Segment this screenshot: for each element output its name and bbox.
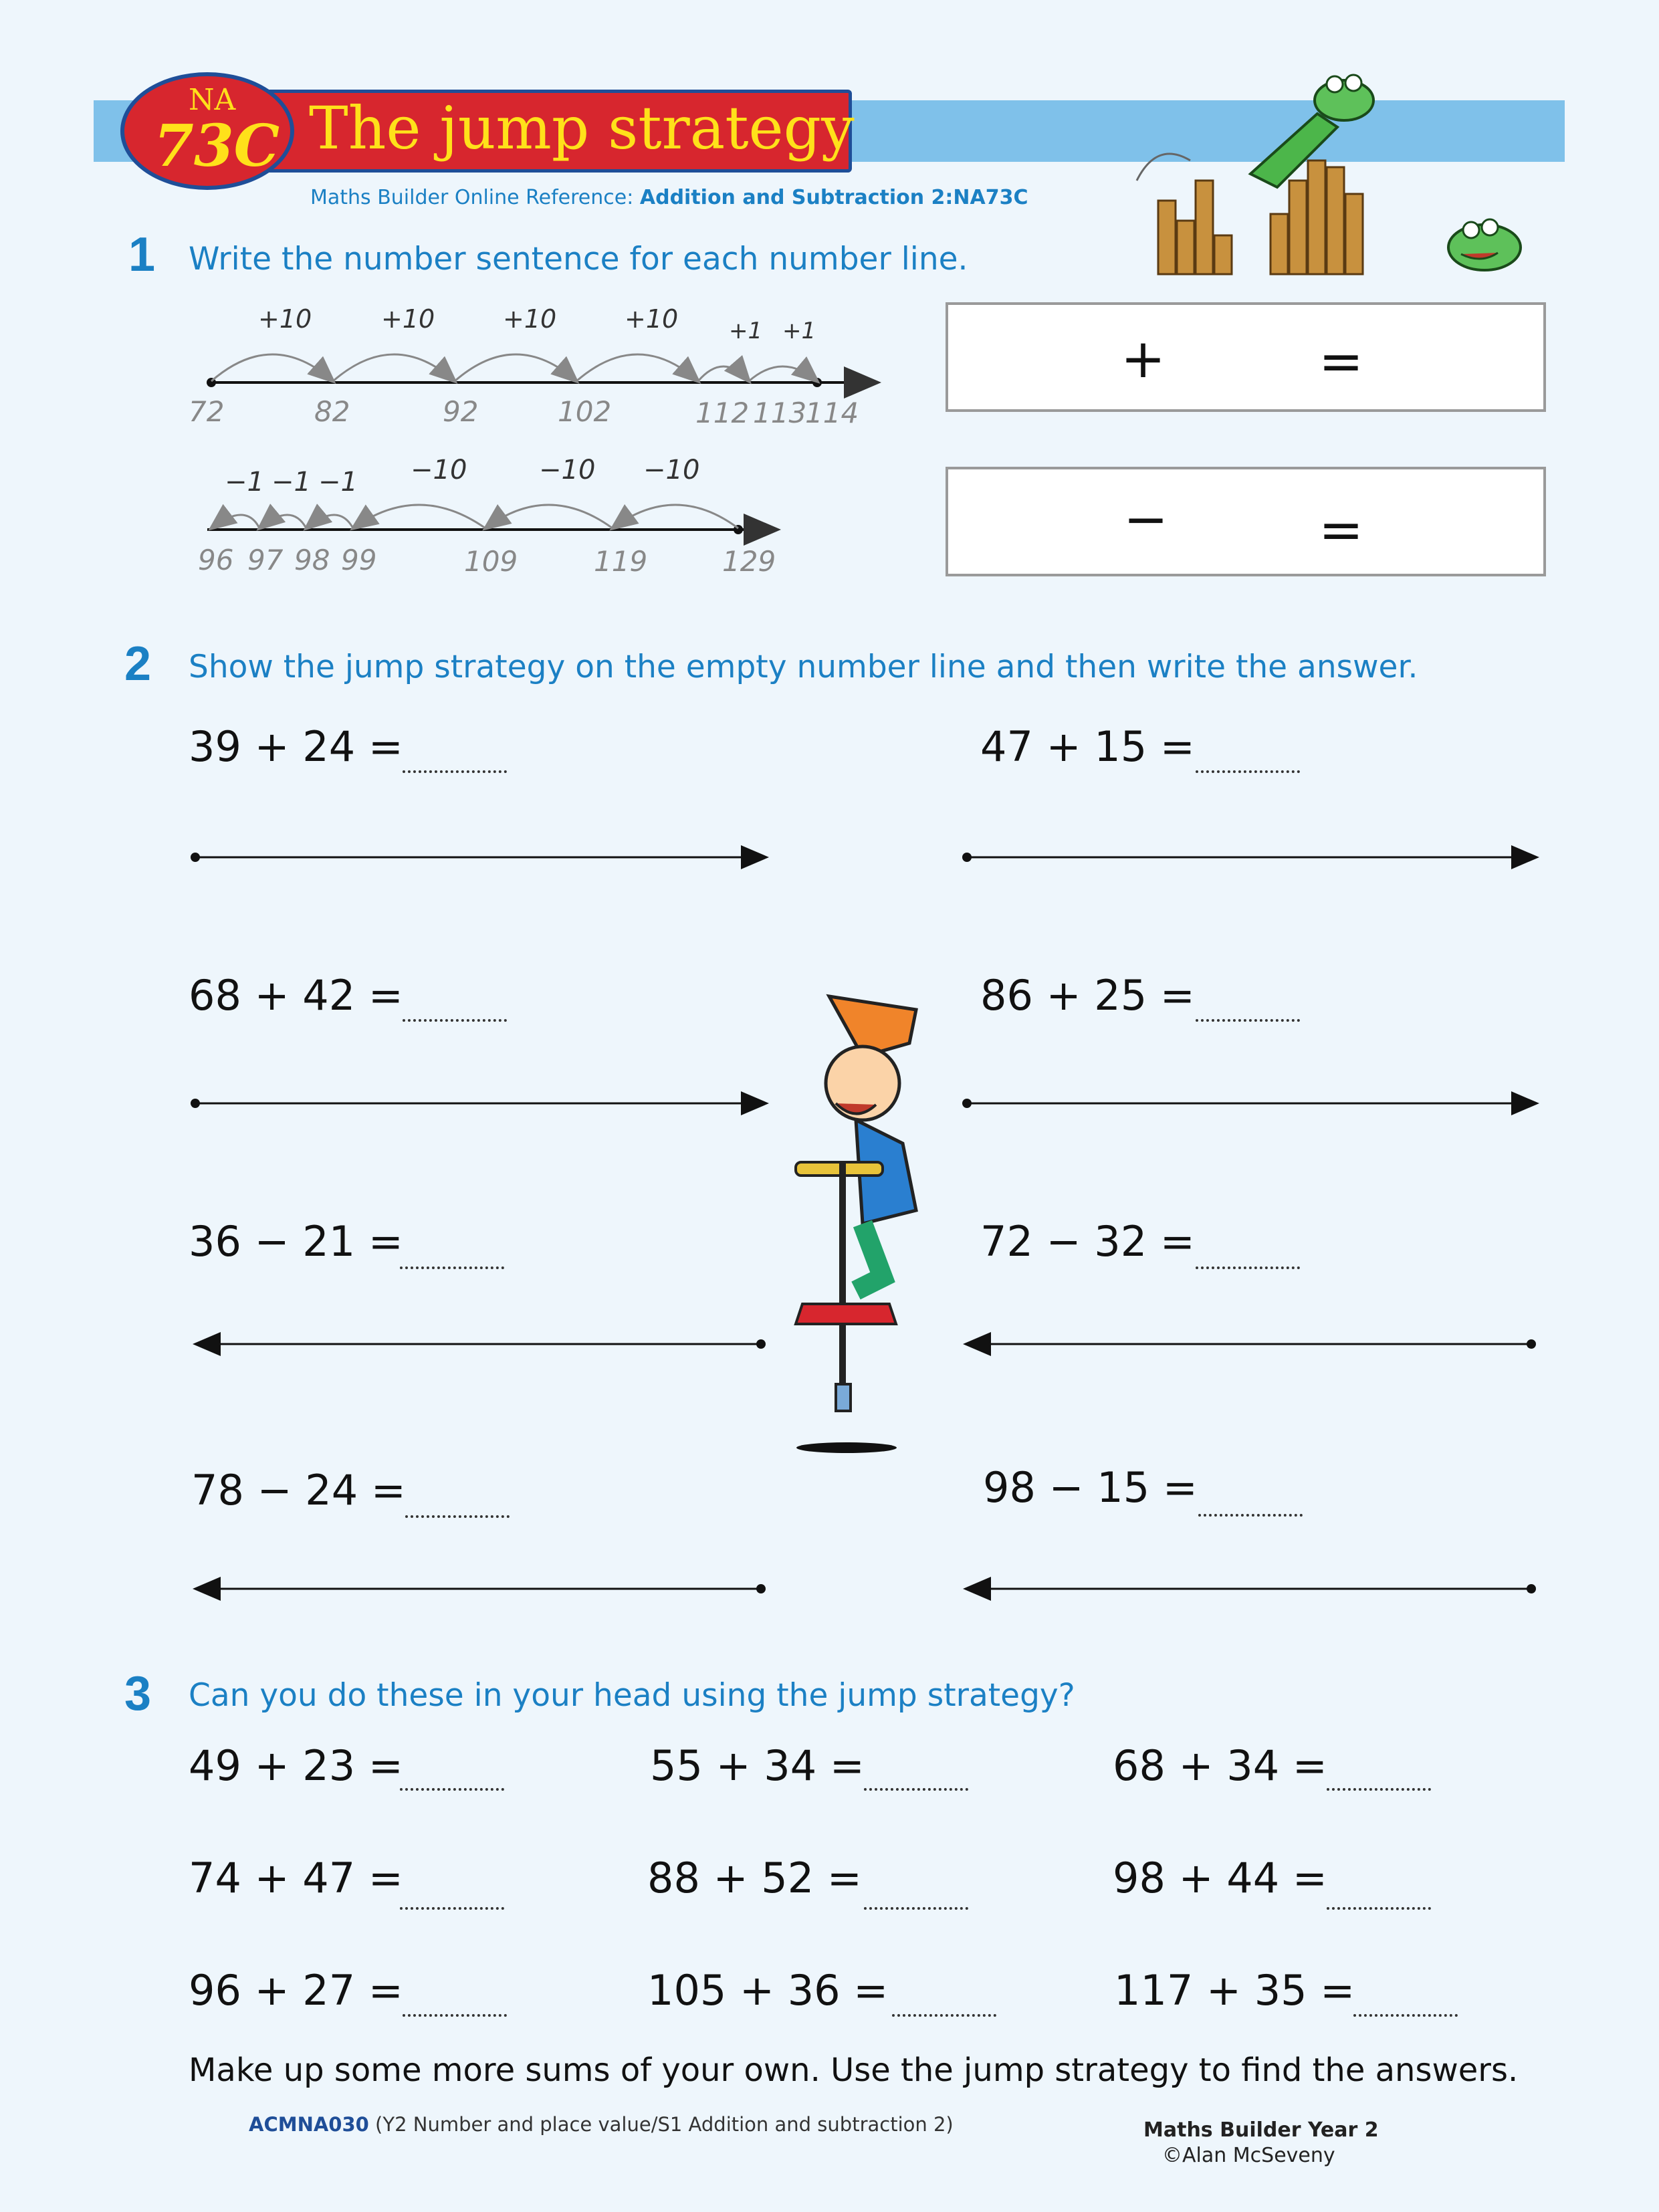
equals-sign: = [1319,330,1364,393]
curriculum-code-desc: (Y2 Number and place value/S1 Addition and subtraction 2) [368,2113,954,2136]
tick-label: 92 [443,395,479,428]
badge-strand: NA [189,83,236,117]
question-3-number: 3 [124,1667,152,1721]
tick-label: 99 [341,544,377,576]
book-title: Maths Builder Year 2 [1143,2118,1379,2142]
copyright: ©Alan McSeveny [1162,2144,1335,2167]
shadow [796,1442,897,1453]
page-title: The jump strategy [309,94,855,162]
problem: 96 + 27 = [189,1966,403,2015]
plus-sign: + [1121,328,1166,390]
tick-label: 114 [805,397,859,429]
badge-code: 73C [154,112,280,180]
jump-label: −1 [271,467,311,497]
reference-value: Addition and Subtraction 2:NA73C [639,186,1028,209]
problem: 105 + 36 = [647,1966,889,2015]
problem: 49 + 23 = [189,1741,403,1790]
curriculum-code [249,2113,954,2136]
jump-label: −10 [539,455,596,485]
equals-sign: = [1319,499,1364,561]
tick-label: 82 [314,395,350,428]
problem: 36 − 21 = [189,1217,403,1266]
tick-label: 102 [558,395,612,428]
closing-instruction: Make up some more sums of your own. Use the jump strategy to find the answers. [189,2052,1519,2089]
problem: 74 + 47 = [189,1854,403,1902]
tick-label: 96 [198,544,234,576]
problem: 98 − 15 = [983,1463,1198,1512]
problem: 72 − 32 = [980,1217,1195,1266]
answer-blank[interactable] [403,2013,507,2017]
answer-blank[interactable] [1353,2013,1458,2017]
tick-label: 129 [722,545,776,578]
question-3-instruction: Can you do these in your head using the jump strategy? [189,1677,1075,1714]
jump-label: +10 [258,304,312,334]
jump-label: −10 [643,455,700,485]
answer-blank[interactable] [400,1787,504,1791]
tick-label: 119 [594,545,648,578]
jump-label: −10 [411,455,467,485]
answer-blank[interactable] [864,1906,968,1910]
problem: 98 + 44 = [1113,1854,1327,1902]
answer-blank[interactable] [400,1906,504,1910]
tick-label: 72 [189,395,225,428]
problem: 68 + 34 = [1113,1741,1327,1790]
jump-label: +1 [782,318,816,344]
problem: 117 + 35 = [1114,1966,1355,2015]
pogo-stick-boy-illustration [782,983,956,1458]
question-2-instruction: Show the jump strategy on the empty number line and then write the answer. [189,649,1418,685]
problem: 78 − 24 = [191,1466,406,1515]
tick-label: 109 [464,545,518,578]
problem: 39 + 24 = [189,722,403,771]
jump-label: −1 [225,467,264,497]
jump-label: −1 [318,467,358,497]
minus-sign: − [1123,488,1169,550]
tick-label: 113 [753,397,807,429]
question-1-instruction: Write the number sentence for each number line. [189,241,968,278]
jump-label: +1 [729,318,763,344]
jump-label: +10 [381,304,435,334]
problem: 55 + 34 = [650,1741,865,1790]
answer-blank[interactable] [892,2013,996,2017]
tick-label: 112 [695,397,750,429]
problem: 47 + 15 = [980,722,1195,771]
tick-label: 98 [294,544,330,576]
jump-label: +10 [625,304,679,334]
answer-blank[interactable] [1327,1787,1431,1791]
question-1-number: 1 [128,228,156,282]
reference-prefix: Maths Builder Online Reference: [310,186,640,209]
question-2-number: 2 [124,637,152,691]
answer-blank[interactable] [864,1787,968,1791]
curriculum-code-id: ACMNA030 [249,2113,369,2136]
answer-blank[interactable] [1327,1906,1431,1910]
problem: 88 + 52 = [647,1854,862,1902]
problem: 86 + 25 = [980,971,1195,1020]
tick-label: 97 [247,544,284,576]
jump-label: +10 [503,304,557,334]
problem: 68 + 42 = [189,971,403,1020]
